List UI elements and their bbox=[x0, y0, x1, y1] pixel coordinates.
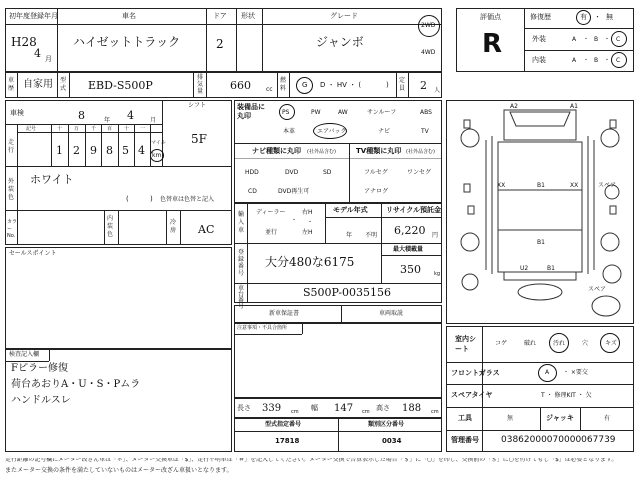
front-glass-label: フロントガラス bbox=[451, 369, 500, 377]
spare-tire-items: T ・ 修理KIT ・ 欠 bbox=[541, 392, 592, 399]
inspection-month: 4 bbox=[127, 109, 134, 122]
interior-c: C bbox=[616, 57, 621, 64]
equip-navi: ナビ bbox=[378, 128, 391, 135]
capacity: 2 bbox=[420, 79, 427, 92]
tools-label: 工具 bbox=[458, 414, 472, 422]
exterior-paren-close: ) bbox=[150, 195, 153, 203]
width: 147 bbox=[334, 403, 354, 414]
score: R bbox=[482, 29, 503, 59]
color-no-label: カラーNo. bbox=[7, 219, 18, 239]
diagram-label-xx: XX bbox=[570, 182, 579, 189]
first-reg-month-unit: 月 bbox=[45, 55, 52, 63]
inspector-line: ハンドルスレ bbox=[11, 395, 71, 406]
recycle: 6,220 bbox=[394, 224, 426, 237]
height: 188 bbox=[402, 403, 422, 414]
exterior-color-label: 外装色 bbox=[8, 178, 15, 201]
diagram-wheel-fr bbox=[601, 129, 619, 147]
jack-value: 有 bbox=[604, 415, 611, 422]
diagram-cab-top bbox=[504, 110, 576, 140]
management-number: 03862000070000067739 bbox=[501, 435, 616, 445]
car-name-label: 車名 bbox=[122, 12, 136, 20]
width-label: 幅 bbox=[311, 404, 318, 412]
yen-unit: 円 bbox=[432, 232, 439, 239]
interior-grade-label: 内装 bbox=[532, 56, 546, 64]
exterior-c: C bbox=[616, 36, 621, 43]
diagram-rear-bumper bbox=[504, 272, 576, 280]
shift: 5F bbox=[191, 132, 207, 146]
model: EBD-S500P bbox=[88, 79, 153, 92]
equip-ps: PS bbox=[282, 109, 290, 116]
nav-sd: SD bbox=[323, 169, 332, 176]
inspector-line: Fピラー修復 bbox=[11, 363, 68, 374]
diagram-label-xx: XX bbox=[497, 182, 506, 189]
tools-value: 無 bbox=[507, 415, 514, 422]
equip-airbag: エアバック bbox=[317, 128, 347, 135]
diagram-wheel-bx bbox=[592, 296, 620, 316]
footer-note-1: 走行距離の記号欄にメーター改ざん車は「＊」、メーター交換車は「$」、走行不明車は「＃」を記入してください。メーター交換で合算表示した場合「＄」に「○」を印し、交換前の「＄」に○を付けてもし「$」は必要となります。 bbox=[5, 458, 618, 463]
nav-title-note: (社外品含む) bbox=[307, 149, 336, 155]
max-load-label: 最大積載量 bbox=[393, 246, 424, 253]
plate: 大分480な6175 bbox=[265, 255, 355, 269]
drive-4wd: 4WD bbox=[421, 49, 436, 56]
frame-label: 車台番号 bbox=[238, 285, 245, 310]
inspector-label: 検査記入欄 bbox=[9, 351, 40, 358]
exterior-dot: ・ bbox=[583, 36, 590, 43]
diagram-label-b1: B1 bbox=[547, 265, 555, 272]
seat-dirt: 汚れ bbox=[553, 340, 566, 347]
footer-note-2: またメーター交換の条件を満たしていないものはメーター改ざん車扱いとなります。 bbox=[5, 467, 233, 474]
import-dot: ・ bbox=[307, 219, 314, 226]
diagram-label-a2: A2 bbox=[510, 103, 518, 110]
manual: 車両取説 bbox=[379, 310, 404, 317]
equip-pw: PW bbox=[311, 109, 321, 116]
seat-burn: コゲ bbox=[495, 340, 508, 347]
grade: ジャンボ bbox=[316, 35, 364, 49]
import-dot: ・ bbox=[291, 217, 298, 224]
interior-seat-label: 室内シート bbox=[455, 335, 476, 353]
nav-dvd: DVD bbox=[285, 169, 299, 176]
equip-abs: ABS bbox=[420, 109, 432, 116]
seat-scratch: キズ bbox=[605, 340, 617, 347]
category-label: 類別区分番号 bbox=[368, 421, 405, 428]
first-reg-year: H28 bbox=[11, 35, 37, 49]
height-unit: cm bbox=[431, 409, 439, 415]
interior-color-label: 内装色 bbox=[107, 215, 114, 238]
model-year-unknown: 不明 bbox=[365, 232, 378, 239]
diagram-bed bbox=[498, 142, 582, 272]
import-dealer: ディーラー bbox=[256, 209, 286, 216]
width-unit: cm bbox=[362, 409, 370, 415]
type-designation-label: 型式指定番号 bbox=[265, 421, 302, 428]
fuel-g: G bbox=[302, 81, 308, 89]
door-count: 2 bbox=[216, 37, 224, 51]
jack-label: ジャッキ bbox=[546, 414, 574, 422]
mileage-col-man: 万 bbox=[74, 126, 80, 132]
diagram-spare-2 bbox=[603, 265, 621, 283]
nav-dvd-play: DVD再生可 bbox=[278, 188, 310, 195]
seat-tear: 破れ bbox=[524, 340, 537, 347]
diagram-label-b1: B1 bbox=[537, 239, 545, 246]
repair-label: 修復歴 bbox=[530, 13, 551, 21]
length-unit: cm bbox=[291, 409, 299, 415]
displacement: 660 bbox=[230, 79, 251, 92]
diagram-wheel-rr bbox=[601, 233, 619, 251]
first-reg-label: 初年度登録年月 bbox=[9, 12, 58, 20]
ac: AC bbox=[198, 223, 215, 236]
exterior-paren-open: ( bbox=[126, 195, 129, 203]
front-glass-rest: ・ ×要交 bbox=[563, 369, 588, 376]
nav-hdd: HDD bbox=[245, 169, 259, 176]
fuel-label: 燃料 bbox=[280, 77, 287, 92]
ac-label: 冷房 bbox=[170, 219, 177, 234]
inspector-line: 荷台あおりA・U・S・Pムラ bbox=[11, 379, 141, 390]
repair-no: 無 bbox=[606, 13, 613, 21]
displacement-label: 排気量 bbox=[197, 74, 204, 95]
mileage-col-10man: 十 bbox=[57, 126, 63, 132]
tv-oneseg: ワンセグ bbox=[407, 169, 432, 176]
mileage-digit: 8 bbox=[106, 144, 113, 157]
mileage-col-hyaku: 百 bbox=[107, 126, 113, 132]
mileage-col-ichi: 一 bbox=[140, 126, 146, 132]
new-warranty: 新車保証書 bbox=[269, 310, 300, 317]
equip-leather: 本革 bbox=[283, 128, 296, 135]
exterior-a: A bbox=[572, 36, 577, 43]
equip-aw: AW bbox=[338, 109, 348, 116]
frame: S500P-0035156 bbox=[303, 286, 392, 299]
drive-2wd: 2WD bbox=[421, 22, 436, 29]
spare-tire-label: スペアタイヤ bbox=[451, 391, 493, 399]
shift-label: シフト bbox=[188, 102, 207, 109]
equipment-label: 装備品に丸印 bbox=[237, 103, 265, 120]
exterior-color: ホワイト bbox=[30, 173, 74, 186]
diagram-label-spare: スペア bbox=[588, 286, 607, 293]
mileage-digit: 2 bbox=[73, 144, 80, 157]
vehicle-row bbox=[5, 72, 442, 98]
cc-unit: cc bbox=[266, 86, 273, 93]
caution-label: 注意事項・不具合箇所 bbox=[237, 325, 288, 331]
category: 0034 bbox=[382, 437, 402, 445]
usage-label: 車歴 bbox=[8, 77, 15, 92]
sales-point-box bbox=[5, 247, 232, 349]
km-label: km bbox=[152, 152, 162, 159]
interior-a: A bbox=[572, 57, 577, 64]
recycle-label: リサイクル預託金 bbox=[386, 206, 442, 214]
interior-dot: ・ bbox=[604, 57, 611, 64]
mileage-digit: 5 bbox=[122, 144, 129, 157]
mileage-digit: 9 bbox=[90, 144, 97, 157]
length: 339 bbox=[262, 403, 282, 414]
mileage-col-kigou: 記号 bbox=[26, 126, 37, 132]
exterior-note: 色替車は色替と記入 bbox=[160, 196, 215, 203]
type-designation: 17818 bbox=[275, 437, 300, 445]
import-right: 右H bbox=[302, 209, 313, 216]
diagram-wheel-fl bbox=[461, 129, 479, 147]
height-label: 高さ bbox=[376, 404, 390, 412]
kg-unit: kg bbox=[434, 271, 441, 277]
diagram-windshield bbox=[510, 112, 570, 126]
equip-tv: TV bbox=[421, 128, 429, 135]
diagram-right-side bbox=[588, 136, 594, 274]
model-label: 型式 bbox=[60, 77, 67, 92]
diagram-label-b1: B1 bbox=[537, 182, 545, 189]
length-label: 長さ bbox=[237, 404, 251, 412]
equip-sunroof: サンルーフ bbox=[367, 109, 397, 116]
capacity-unit: 人 bbox=[434, 87, 441, 94]
import-left: 左H bbox=[302, 229, 313, 236]
interior-b: B bbox=[594, 57, 599, 64]
tv-fullseg: フルセグ bbox=[364, 169, 388, 176]
inspection-year: 8 bbox=[78, 109, 85, 122]
mileage-digit: 4 bbox=[138, 144, 145, 157]
import-label: 輸入車 bbox=[238, 211, 245, 234]
mile-label: マイル bbox=[151, 140, 166, 146]
model-year-unit: 年 bbox=[346, 232, 353, 239]
inspection-month-unit: 月 bbox=[150, 117, 157, 124]
max-load: 350 bbox=[400, 263, 421, 276]
nav-cd: CD bbox=[248, 188, 257, 195]
capacity-label: 定員 bbox=[399, 77, 406, 92]
mileage-col-sen: 千 bbox=[91, 126, 97, 132]
warranty-row bbox=[234, 305, 442, 323]
diagram-wheel-bc bbox=[518, 284, 562, 300]
fuel-rest: D ・ HV ・ ( bbox=[320, 81, 362, 89]
inspection-label: 車検 bbox=[10, 109, 24, 117]
mileage-label: 走行 bbox=[8, 139, 15, 154]
tv-analog: アナログ bbox=[364, 188, 389, 195]
mileage-col-juu: 十 bbox=[124, 126, 130, 132]
model-year-label: モデル年式 bbox=[333, 206, 368, 214]
repair-sep: ・ bbox=[594, 13, 601, 21]
diagram-wheel-bl bbox=[462, 274, 478, 290]
interior-dot: ・ bbox=[583, 57, 590, 64]
diagram-label-u2: U2 bbox=[520, 265, 529, 272]
diagram-left-side bbox=[486, 136, 492, 274]
diagram-label-a1: A1 bbox=[570, 103, 578, 110]
score-label: 評価点 bbox=[480, 13, 501, 21]
sales-point-label: セールスポイント bbox=[9, 250, 57, 257]
seat-hole: 穴 bbox=[582, 340, 589, 347]
tv-title: TV種類に丸印 bbox=[356, 147, 402, 155]
exterior-b: B bbox=[594, 36, 599, 43]
fuel-close: ) bbox=[386, 81, 389, 89]
usage: 自家用 bbox=[23, 79, 53, 90]
exterior-dot: ・ bbox=[604, 36, 611, 43]
repair-yes: 有 bbox=[580, 13, 587, 21]
front-glass-a: A bbox=[545, 369, 550, 376]
tv-title-note: (社外品含む) bbox=[406, 149, 435, 155]
shape-label: 形状 bbox=[241, 12, 255, 20]
mileage-digit: 1 bbox=[56, 144, 63, 157]
import-parallel: 並行 bbox=[265, 229, 278, 236]
diagram-label-spare: スペア bbox=[598, 182, 617, 189]
exterior-grade-label: 外装 bbox=[532, 35, 546, 43]
nav-title: ナビ種類に丸印 bbox=[252, 147, 301, 155]
diagram-wheel-rl bbox=[461, 233, 479, 251]
grade-label: グレード bbox=[330, 12, 358, 20]
management-label: 管理番号 bbox=[451, 436, 479, 444]
car-name: ハイゼットトラック bbox=[73, 35, 181, 49]
door-label: ドア bbox=[213, 12, 227, 20]
plate-label: 登録番号 bbox=[238, 249, 245, 277]
inspection-year-unit: 年 bbox=[104, 117, 111, 124]
first-reg-month: 4 bbox=[34, 47, 41, 60]
